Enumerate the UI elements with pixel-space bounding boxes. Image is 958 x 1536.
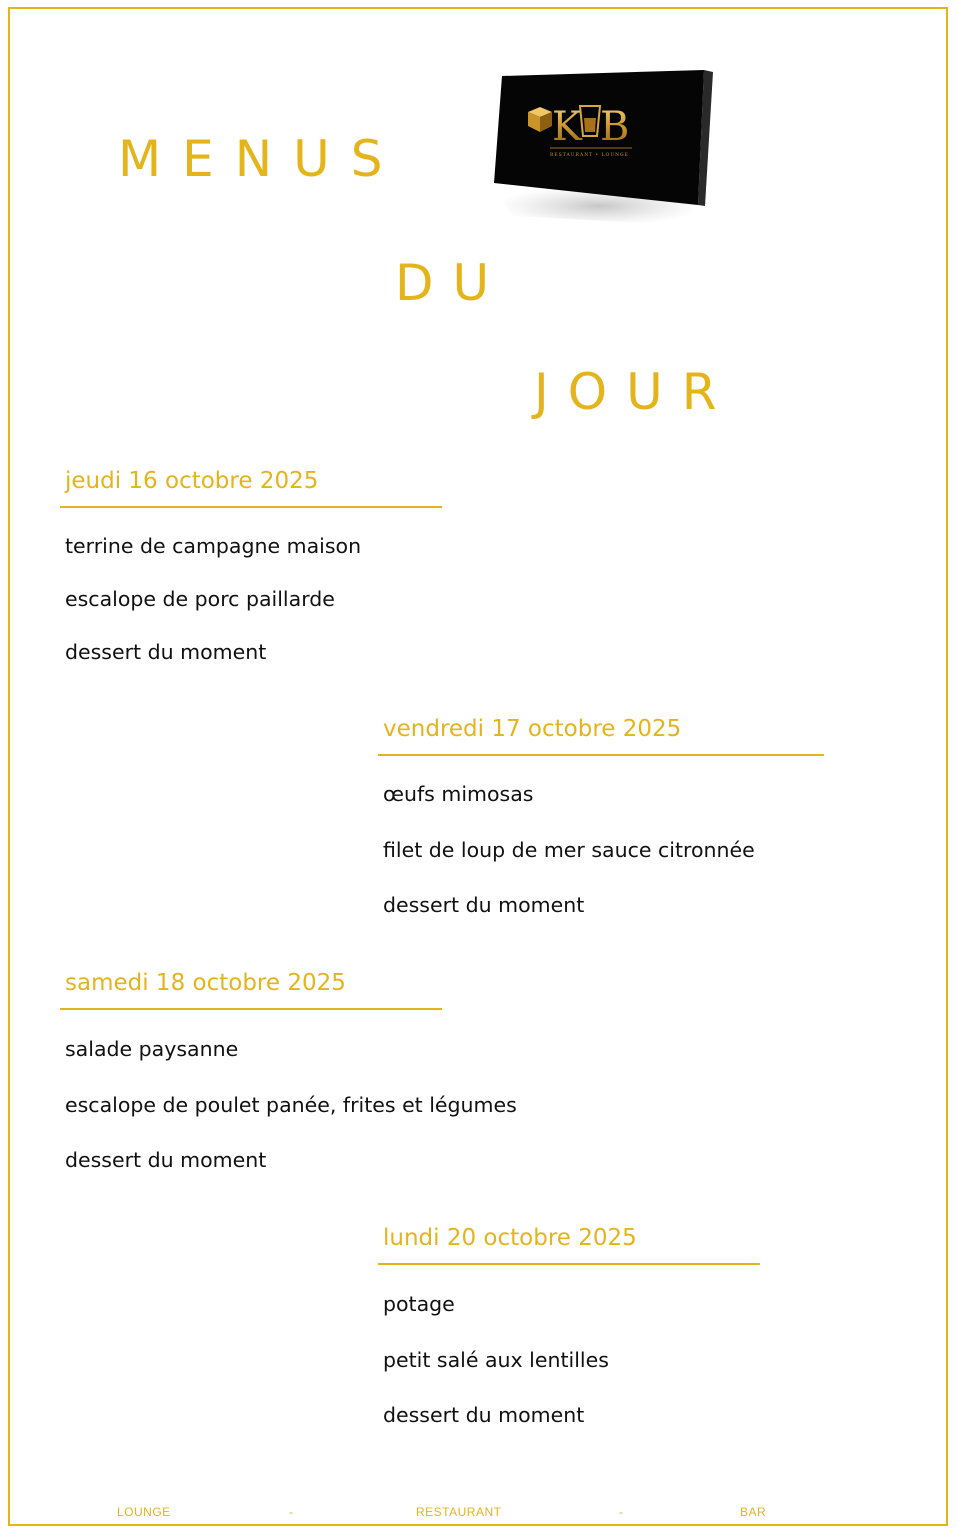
day-date: vendredi 17 octobre 2025 xyxy=(383,716,682,742)
dish-item: potage xyxy=(383,1292,455,1316)
logo-letter-k: K xyxy=(552,104,582,150)
title-du: DU xyxy=(395,254,509,312)
logo-subtitle: RESTAURANT • LOUNGE xyxy=(550,153,629,158)
day-section xyxy=(378,1227,760,1461)
logo-letter-b: B xyxy=(600,104,630,150)
dish-item: œufs mimosas xyxy=(383,782,534,806)
dish-item: escalope de porc paillarde xyxy=(65,587,335,611)
dish-item: terrine de campagne maison xyxy=(65,534,362,558)
dish-item: filet de loup de mer sauce citronnée xyxy=(383,837,755,862)
footer-lounge: LOUNGE xyxy=(117,1505,171,1519)
dish-list xyxy=(60,1039,517,1206)
title-jour: JOUR xyxy=(534,363,736,421)
footer-separator: - xyxy=(619,1505,624,1519)
kb-logo xyxy=(492,68,722,228)
day-divider xyxy=(378,1263,760,1265)
title-menus: MENUS xyxy=(118,130,404,188)
dish-list xyxy=(378,1294,760,1461)
logo-panel xyxy=(494,70,704,205)
day-date: samedi 18 octobre 2025 xyxy=(65,970,346,996)
dish-item: dessert du moment xyxy=(383,893,585,917)
footer-separator: - xyxy=(289,1505,294,1519)
footer-restaurant: RESTAURANT xyxy=(416,1505,502,1519)
day-divider xyxy=(60,1008,442,1010)
day-section xyxy=(60,972,517,1206)
dish-item: salade paysanne xyxy=(65,1037,239,1061)
day-divider xyxy=(378,754,824,756)
day-date: jeudi 16 octobre 2025 xyxy=(65,468,319,494)
dish-item: dessert du moment xyxy=(65,1148,267,1172)
dish-item: petit salé aux lentilles xyxy=(383,1347,609,1372)
day-divider xyxy=(60,506,442,508)
dish-item: escalope de poulet panée, frites et légumes xyxy=(65,1092,517,1117)
dish-item: dessert du moment xyxy=(65,640,267,664)
footer-bar: BAR xyxy=(740,1505,767,1519)
dish-item: dessert du moment xyxy=(383,1403,585,1427)
day-section xyxy=(378,718,824,951)
day-section xyxy=(60,470,442,695)
day-date: lundi 20 octobre 2025 xyxy=(383,1225,637,1251)
dish-list xyxy=(60,536,442,695)
dish-list xyxy=(378,784,824,951)
